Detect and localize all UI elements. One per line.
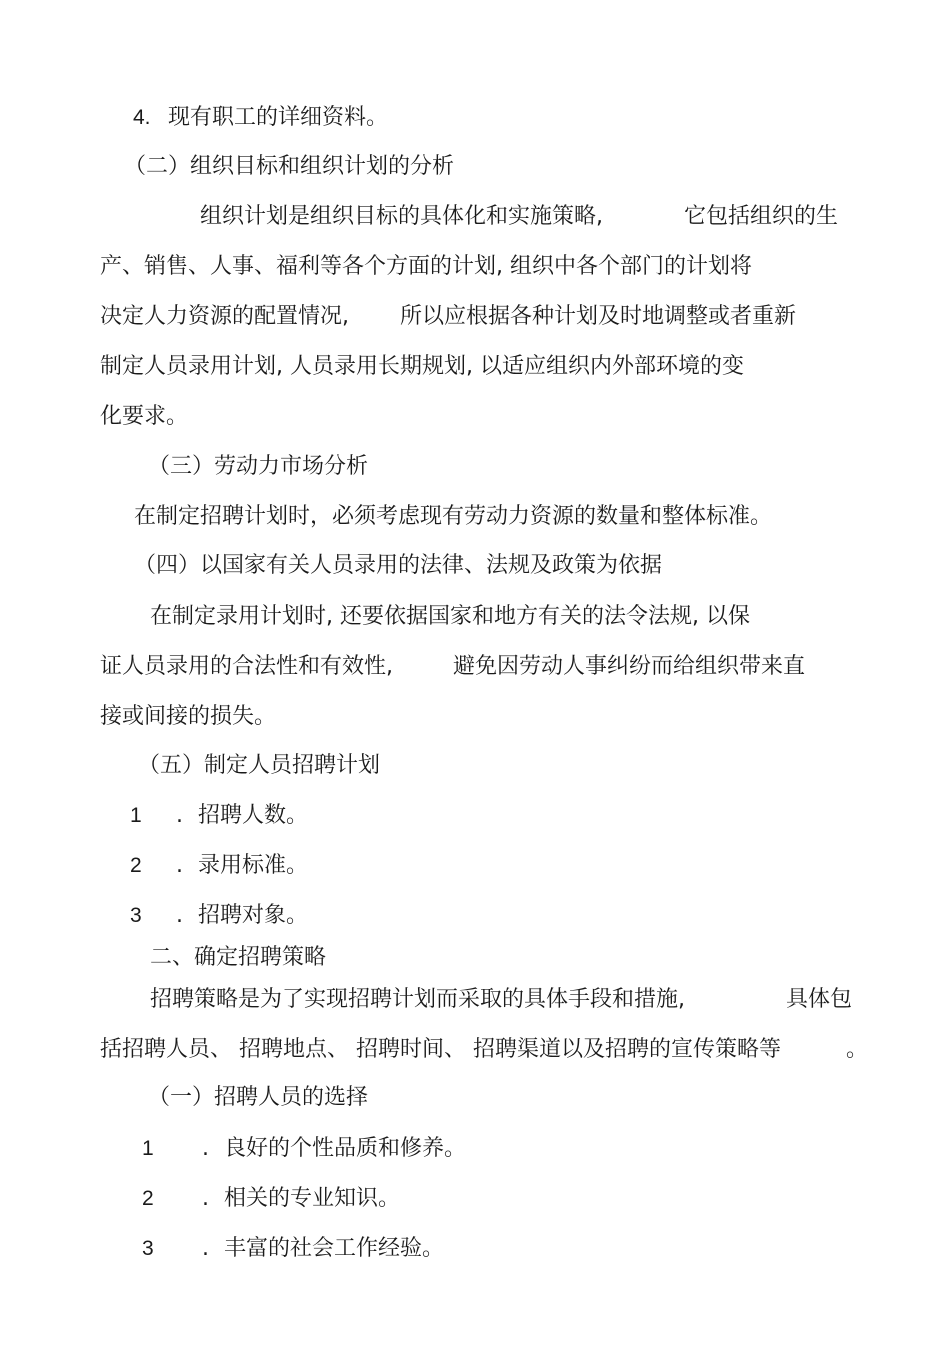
list-dot: . [202, 1186, 209, 1211]
list-number: 2 [130, 854, 142, 877]
list-dot: . [202, 1136, 209, 1161]
paragraph-line: 它包括组织的生 [684, 204, 839, 229]
list-item-text: 招聘对象。 [198, 903, 309, 928]
paragraph-line: 具体包 [786, 987, 853, 1012]
paragraph-line: 化要求。 [100, 404, 189, 429]
list-item-text: 录用标准。 [198, 853, 309, 878]
list-item-text: 良好的个性品质和修养。 [224, 1136, 467, 1161]
paragraph-line: 。 [846, 1037, 869, 1062]
list-item-text: 相关的专业知识。 [224, 1186, 401, 1211]
section-heading: （四）以国家有关人员录用的法律、法规及政策为依据 [134, 553, 663, 578]
list-dot: . [176, 853, 183, 878]
paragraph-line: 括招聘人员、 招聘地点、 招聘时间、 招聘渠道以及招聘的宣传策略等 [100, 1037, 781, 1062]
paragraph-line: 接或间接的损失。 [100, 704, 277, 729]
list-item-text: 丰富的社会工作经验。 [224, 1236, 445, 1261]
list-number: 4. [133, 106, 151, 129]
paragraph-line: 在制定招聘计划时，必须考虑现有劳动力资源的数量和整体标准。 [134, 504, 773, 529]
list-number: 1 [130, 804, 142, 827]
section-heading: （一）招聘人员的选择 [148, 1085, 369, 1110]
paragraph-line: 组织计划是组织目标的具体化和实施策略, [200, 204, 603, 229]
list-dot: . [176, 903, 183, 928]
list-number: 3 [142, 1237, 154, 1260]
list-dot: . [176, 803, 183, 828]
paragraph-line: 产、销售、人事、福利等各个方面的计划, 组织中各个部门的计划将 [100, 254, 752, 279]
paragraph-line: 制定人员录用计划, 人员录用长期规划, 以适应组织内外部环境的变 [100, 354, 744, 379]
paragraph-line: 所以应根据各种计划及时地调整或者重新 [400, 304, 797, 329]
list-number: 1 [142, 1137, 154, 1160]
chapter-heading: 二、确定招聘策略 [150, 945, 327, 970]
paragraph-line: 避免因劳动人事纠纷而给组织带来直 [453, 654, 806, 679]
paragraph-line: 招聘策略是为了实现招聘计划而采取的具体手段和措施, [150, 987, 685, 1012]
list-dot: . [202, 1236, 209, 1261]
paragraph-line: 证人员录用的合法性和有效性, [100, 654, 393, 679]
list-number: 2 [142, 1187, 154, 1210]
paragraph-line: 决定人力资源的配置情况, [100, 304, 349, 329]
list-item-text: 现有职工的详细资料。 [168, 105, 389, 130]
paragraph-line: 在制定录用计划时, 还要依据国家和地方有关的法令法规, 以保 [150, 604, 750, 629]
section-heading: （二）组织目标和组织计划的分析 [124, 154, 455, 179]
section-heading: （五）制定人员招聘计划 [138, 753, 381, 778]
section-heading: （三）劳动力市场分析 [148, 454, 369, 479]
list-number: 3 [130, 904, 142, 927]
list-item-text: 招聘人数。 [198, 803, 309, 828]
